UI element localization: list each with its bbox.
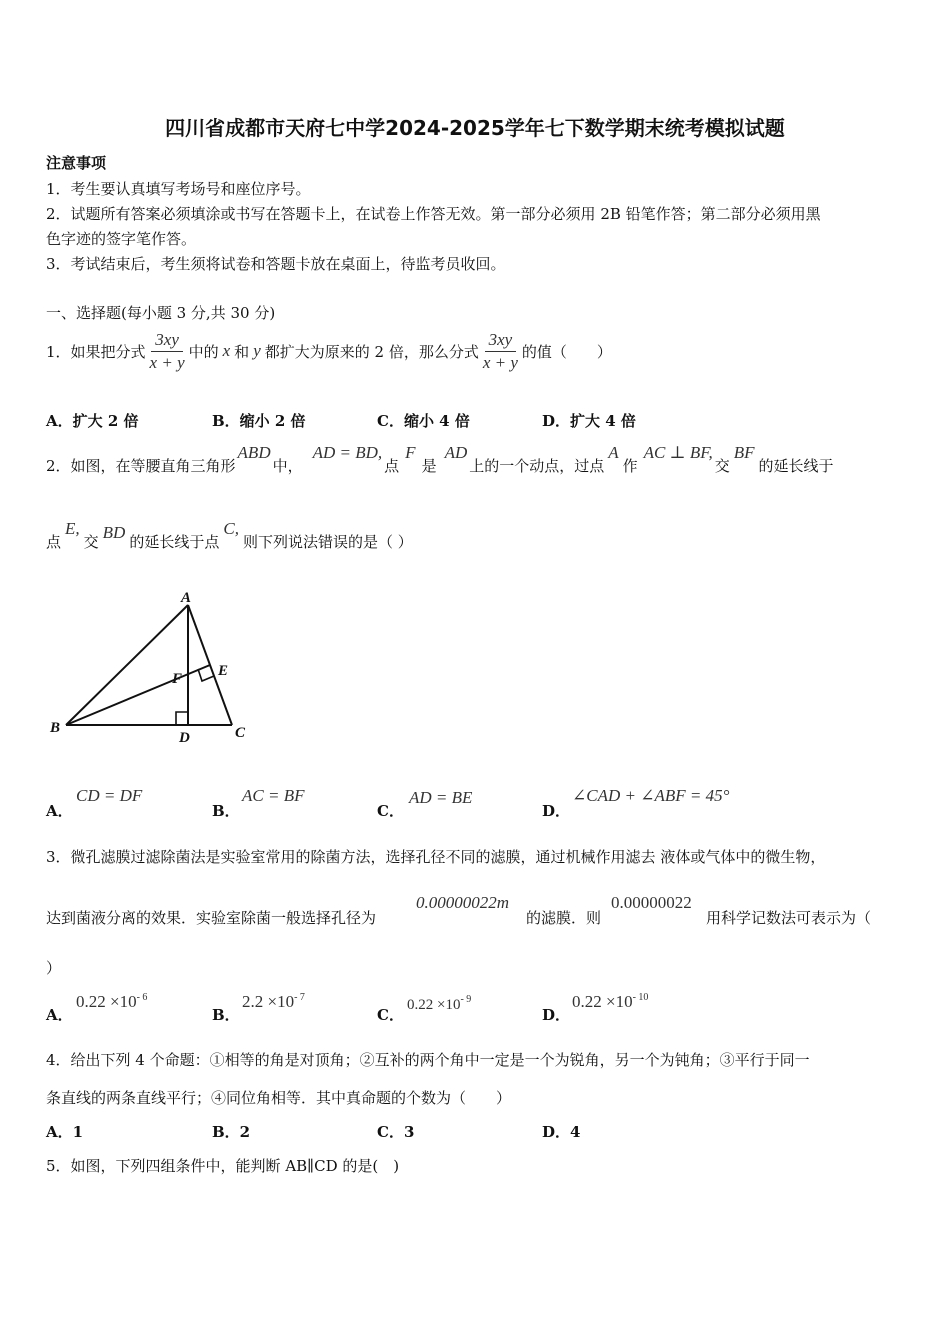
q3-option-b-label: B． [212, 1006, 240, 1024]
q1-text: 的值（ ） [521, 342, 612, 361]
q1-fraction [483, 329, 518, 374]
q2-text: 2．如图，在等腰直角三角形 [46, 456, 236, 475]
q3-option-b-exponent: - 7 [294, 992, 305, 1003]
q2-option-b-math: AC = BF [242, 786, 305, 805]
q1-fraction [150, 329, 185, 374]
q3-option-c-exponent: - 9 [460, 994, 472, 1005]
question-3: 3．微孔滤膜过滤除菌法是实验室常用的除菌方法，选择孔径不同的滤膜，通过机械作用滤去 液体或气体中的微生物， [46, 848, 826, 866]
q1-fraction-denominator: x + y [149, 352, 185, 372]
q2-math-bd: BD [102, 523, 126, 542]
q2-option-d-math: ∠CAD + ∠ABF = 45° [572, 786, 730, 805]
q2-text: 是 [421, 456, 437, 475]
triangle-figure [40, 585, 270, 750]
q3-math-pore-size: 0.00000022m [416, 893, 510, 912]
notice-item-2-cont: 色字迹的签字笔作答。 [46, 230, 197, 248]
q1-option-b[interactable]: B．缩小 2 倍 [212, 412, 306, 430]
notice-item-3: 3．考试结束后，考生须将试卷和答题卡放在桌面上，待监考员收回。 [46, 255, 506, 273]
q3-option-a-exponent: - 6 [136, 992, 148, 1003]
q2-text: 则下列说法错误的是（ ） [242, 532, 413, 551]
q2-math-ad: AD [444, 443, 468, 462]
q1-fraction-numerator: 3xy [485, 329, 517, 352]
q2-option-b-label: B． [212, 802, 240, 820]
notice-item-1: 1．考生要认真填写考场号和座位序号。 [46, 180, 311, 198]
q3-text: 的滤膜．则 [526, 909, 602, 927]
point-label-d: D [179, 730, 190, 746]
page-title: 四川省成都市天府七中学2024-2025学年七下数学期末统考模拟试题 [165, 116, 785, 140]
q2-text: 交 [714, 456, 730, 475]
point-label-f: F [172, 671, 183, 687]
q2-option-c-math: AD = BE [409, 788, 473, 807]
q3-close-paren: ） [46, 959, 62, 977]
q1-var-y: y [253, 341, 261, 360]
q2-text: 作 [622, 456, 638, 475]
q2-math-e: E, [65, 519, 80, 538]
q2-math-c: C, [223, 519, 239, 538]
q2-text: 交 [83, 532, 99, 551]
q1-option-d[interactable]: D．扩大 4 倍 [542, 412, 636, 430]
question-2 [46, 440, 834, 490]
q2-text: 上的一个动点，过点 [469, 456, 605, 475]
q3-option-a-label: A． [46, 1006, 73, 1024]
q1-option-a[interactable]: A．扩大 2 倍 [46, 412, 139, 430]
q2-math-abd: ABD [237, 443, 271, 462]
q2-text: 的延长线于点 [129, 532, 220, 551]
q3-option-a-base: 0.22 ×10 [76, 992, 137, 1011]
q2-option-a-label: A． [46, 802, 73, 820]
q2-math-bf: BF [733, 443, 755, 462]
q2-math-f: F [405, 443, 416, 462]
question-5: 5．如图，下列四组条件中，能判断 AB∥CD 的是( ) [46, 1157, 400, 1175]
notice-heading: 注意事项 [46, 154, 107, 172]
point-label-b: B [50, 720, 61, 736]
q2-option-d-label: D． [542, 802, 571, 820]
question-4: 4．给出下列 4 个命题：①相等的角是对顶角；②互补的两个角中一定是一个为锐角，另一个为钝角；③平行于同一 [46, 1051, 810, 1069]
q3-option-c-base: 0.22 ×10 [407, 997, 461, 1013]
question-3-line-2 [46, 893, 906, 927]
point-label-a: A [181, 590, 192, 606]
q2-option-c-label: C． [377, 802, 404, 820]
q1-fraction-numerator: 3xy [151, 329, 183, 352]
question-1 [46, 326, 612, 376]
q4-option-c[interactable]: C．3 [377, 1123, 415, 1141]
q1-text: 都扩大为原来的 2 倍，那么分式 [264, 342, 479, 361]
q3-option-d-label: D． [542, 1006, 571, 1024]
q3-option-d-exponent: - 10 [632, 992, 649, 1003]
q2-option-a-math: CD = DF [76, 786, 143, 805]
question-2-cont [46, 516, 413, 566]
section-heading: 一、选择题(每小题 3 分,共 30 分) [46, 304, 276, 322]
q1-var-x: x [222, 341, 231, 360]
q2-math-perp: AC ⊥ BF, [643, 443, 713, 462]
q1-text: 和 [234, 342, 250, 361]
q3-option-d-base: 0.22 ×10 [572, 992, 633, 1011]
q4-option-a[interactable]: A．1 [46, 1123, 84, 1141]
q4-option-d[interactable]: D．4 [542, 1123, 581, 1141]
q3-option-c-label: C． [377, 1006, 404, 1024]
point-label-e: E [218, 663, 229, 679]
q3-math-number: 0.00000022 [611, 893, 692, 912]
q1-option-c[interactable]: C．缩小 4 倍 [377, 412, 470, 430]
right-angle-mark-d [176, 712, 188, 725]
q2-text: 的延长线于 [758, 456, 834, 475]
q3-text: 达到菌液分离的效果．实验室除菌一般选择孔径为 [46, 909, 377, 927]
q2-text: 中， [272, 456, 303, 475]
q2-math-ad-eq-bd: AD = BD, [312, 443, 383, 462]
q3-text: 用科学记数法可表示为（ [706, 909, 872, 927]
q1-text: 中的 [188, 342, 219, 361]
q4-option-b[interactable]: B．2 [212, 1123, 251, 1141]
q1-fraction-denominator: x + y [482, 352, 518, 372]
q2-text: 点 [384, 456, 400, 475]
q1-text: 1．如果把分式 [46, 342, 146, 361]
point-label-c: C [235, 725, 246, 741]
notice-item-2: 2．试题所有答案必须填涂或书写在答题卡上，在试卷上作答无效。第一部分必须用 2B 铅笔作答；第二部分必须用黑 [46, 205, 821, 223]
q2-text: 点 [46, 532, 62, 551]
question-4-line-2: 条直线的两条直线平行；④同位角相等．其中真命题的个数为（ ） [46, 1089, 512, 1107]
q3-option-b-base: 2.2 ×10 [242, 992, 295, 1011]
q2-math-a: A [608, 443, 619, 462]
segment-ab [66, 605, 188, 725]
